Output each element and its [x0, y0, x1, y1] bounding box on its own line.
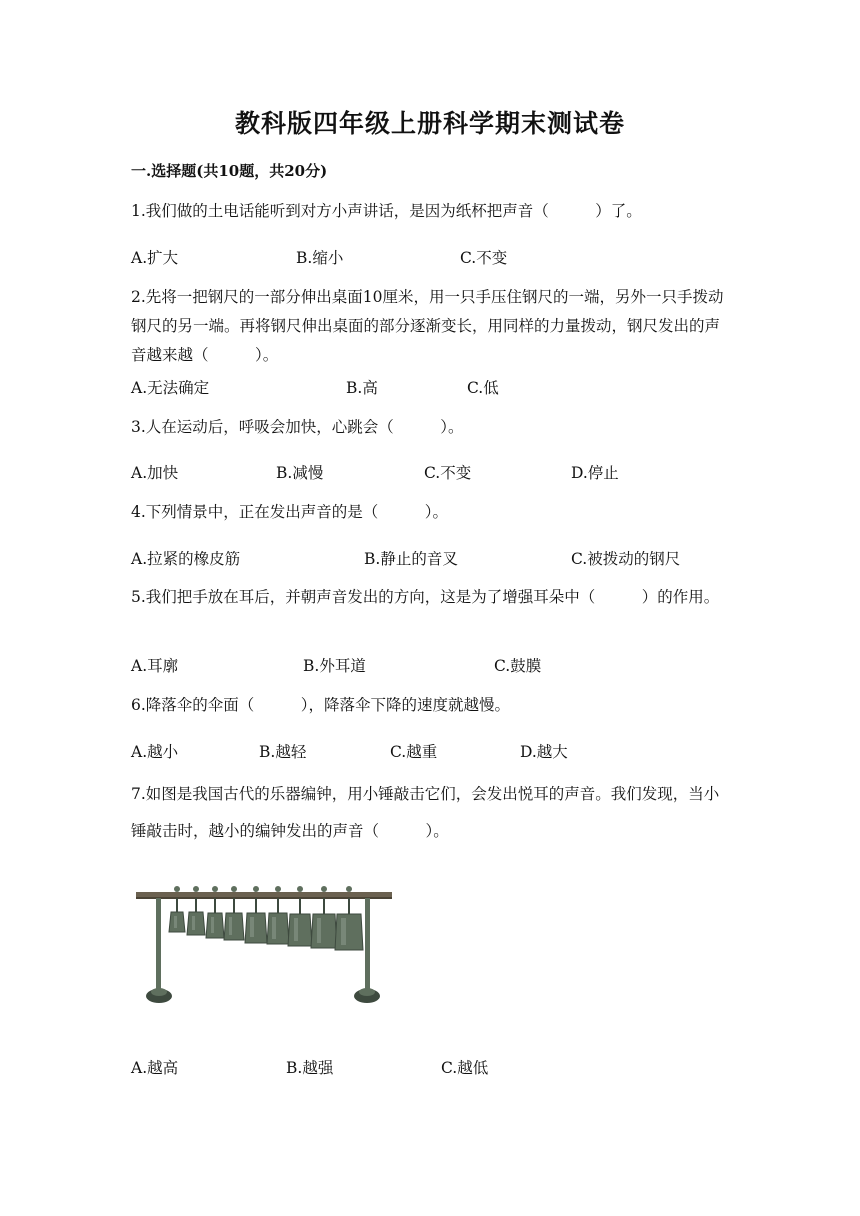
page-title: 教科版四年级上册科学期末测试卷: [234, 109, 625, 138]
question-5-text: 5.我们把手放在耳后，并朝声音发出的方向，这是为了增强耳朵中（ ）的作用。: [131, 588, 720, 606]
question-5-option-b[interactable]: B.外耳道: [303, 657, 366, 675]
bell-9: [335, 914, 363, 950]
question-3-option-b[interactable]: B.减慢: [276, 464, 324, 482]
question-4-text: 4.下列情景中，正在发出声音的是（ ）。: [131, 503, 449, 521]
bell-rack-left-post: [156, 898, 161, 994]
question-7-text: 7.如图是我国古代的乐器编钟，用小锤敲击它们，会发出悦耳的声音。我们发现，当小锤敲击时，越小的编钟发出的声音（ ）。: [131, 785, 720, 840]
bell-3: [206, 913, 224, 938]
question-5-option-c[interactable]: C.鼓膜: [494, 657, 542, 675]
question-3-option-d[interactable]: D.停止: [571, 464, 619, 482]
question-4-option-b[interactable]: B.静止的音叉: [364, 550, 458, 568]
question-3-option-c[interactable]: C.不变: [424, 464, 472, 482]
question-3-text: 3.人在运动后，呼吸会加快，心跳会（ ）。: [131, 418, 464, 436]
bell-rack-right-post: [365, 898, 370, 994]
question-2-option-a[interactable]: A.无法确定: [131, 379, 210, 397]
question-4-option-a[interactable]: A.拉紧的橡皮筋: [131, 550, 241, 568]
bianzhong-bells-image: [136, 880, 392, 1010]
bell-5: [245, 913, 267, 943]
question-1-option-a[interactable]: A.扩大: [131, 249, 179, 267]
question-1-text: 1.我们做的土电话能听到对方小声讲话，是因为纸杯把声音（ ）了。: [131, 202, 642, 220]
question-6-option-c[interactable]: C.越重: [390, 743, 438, 761]
question-1-option-b[interactable]: B.缩小: [296, 249, 344, 267]
question-2-text: 2.先将一把钢尺的一部分伸出桌面10厘米，用一只手压住钢尺的一端，另外一只手拨动钢尺的另一端。再将钢尺伸出桌面的部分逐渐变长，用同样的力量拨动，钢尺发出的声音越来越（ ）。: [131, 288, 724, 364]
bell-2: [187, 912, 205, 935]
bell-4: [224, 913, 244, 940]
question-7-option-b[interactable]: B.越强: [286, 1059, 334, 1077]
bell-6: [267, 913, 289, 944]
bell-7: [288, 914, 312, 946]
question-5-option-a[interactable]: A.耳廓: [131, 657, 179, 675]
question-1-option-c[interactable]: C.不变: [460, 249, 508, 267]
question-3-option-a[interactable]: A.加快: [131, 464, 179, 482]
question-6-option-b[interactable]: B.越轻: [259, 743, 307, 761]
question-6-option-d[interactable]: D.越大: [520, 743, 568, 761]
question-7-option-c[interactable]: C.越低: [441, 1059, 489, 1077]
question-7-option-a[interactable]: A.越高: [131, 1059, 179, 1077]
bell-8: [311, 914, 337, 948]
question-6-text: 6.降落伞的伞面（ ），降落伞下降的速度就越慢。: [131, 696, 511, 714]
question-6-option-a[interactable]: A.越小: [131, 743, 179, 761]
section-heading: 一.选择题(共10题，共20分): [131, 162, 328, 180]
question-4-option-c[interactable]: C.被拨动的钢尺: [571, 550, 681, 568]
question-2-option-b[interactable]: B.高: [346, 379, 378, 397]
question-2-option-c[interactable]: C.低: [467, 379, 499, 397]
